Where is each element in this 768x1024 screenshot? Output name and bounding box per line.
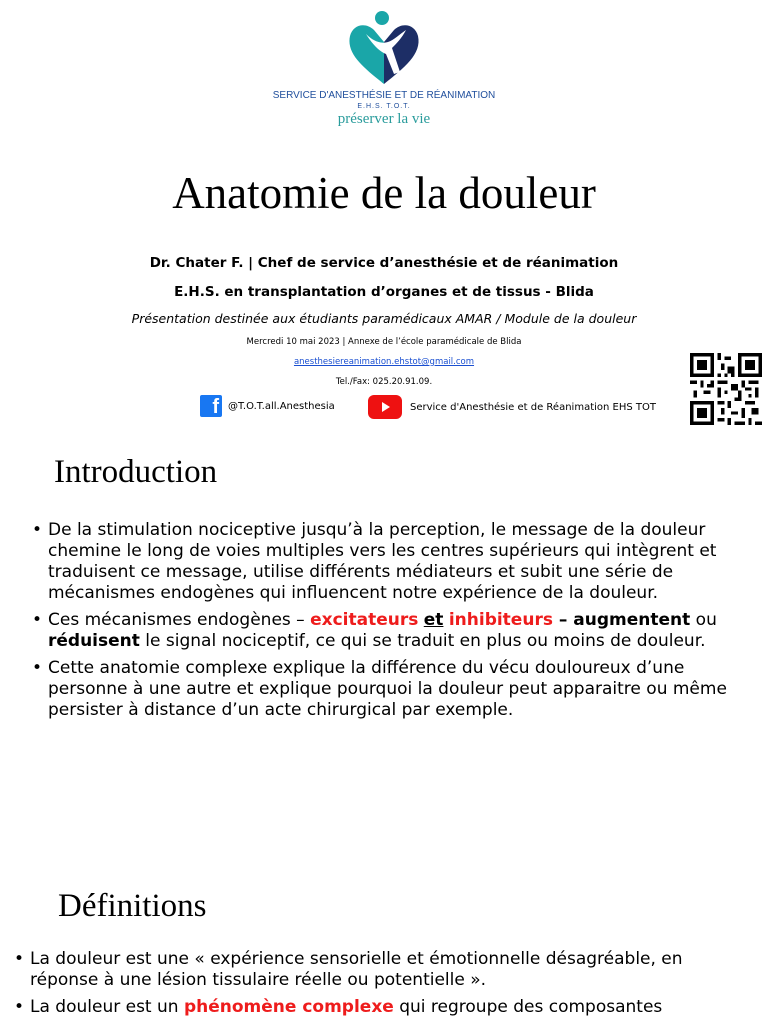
facebook-icon: f (200, 395, 222, 417)
youtube-label: Service d'Anesthésie et de Réanimation EHS TOT (410, 401, 656, 413)
heart-figure-logo-icon (344, 8, 424, 88)
definitions-heading: Définitions (58, 888, 207, 924)
definition-bullet-2: • La douleur est un phénomène complexe qui regroupe des composantes (14, 997, 754, 1018)
facebook-handle[interactable] (200, 395, 335, 417)
introduction-heading: Introduction (54, 454, 218, 490)
phone-line: Tel./Fax: 025.20.91.09. (335, 377, 433, 387)
logo-service-name: SERVICE D'ANESTHÉSIE ET DE RÉANIMATION (272, 90, 496, 101)
service-logo (272, 8, 496, 130)
youtube-icon (368, 395, 402, 419)
inhibiteurs-term: inhibiteurs (448, 610, 553, 630)
youtube-channel[interactable] (368, 395, 656, 419)
excitateurs-term: excitateurs (310, 610, 419, 630)
author-line: Dr. Chater F. | Chef de service d’anesthésie et de réanimation (149, 255, 619, 271)
facebook-label: @T.O.T.all.Anesthesia (228, 400, 335, 412)
intro-bullet-1: • De la stimulation nociceptive jusqu’à la perception, le message de la douleur chemine le long de voies multiples vers les centres supérieurs qui intègrent et traduisent ce message, utilise différents médiateurs et subit une série de mécanismes endogènes qui influencent notre expérience de la douleur. (32, 520, 758, 604)
introduction-list (32, 520, 758, 727)
logo-motto: préserver la vie (337, 111, 431, 127)
document-title: Anatomie de la douleur (172, 168, 596, 218)
et-conjunction: et (423, 610, 444, 630)
logo-hospital-acronym: E.H.S. T.O.T. (357, 103, 411, 110)
email-link[interactable]: anesthesiereanimation.ehstot@gmail.com (293, 357, 475, 367)
intro-bullet-3: • Cette anatomie complexe explique la différence du vécu douloureux d’une personne à une autre et explique pourquoi la douleur peut apparaitre ou même persister à distance d’un acte chirurgical par exemple. (32, 658, 758, 721)
augmentent-term: augmentent (573, 610, 691, 630)
qr-code-icon[interactable] (690, 352, 762, 426)
institution-line: E.H.S. en transplantation d’organes et de tissus - Blida (174, 284, 594, 300)
intro-bullet-2: • Ces mécanismes endogènes – excitateurs et inhibiteurs – augmentent ou réduisent le signal nociceptif, ce qui se traduit en plus ou moins de douleur. (32, 610, 758, 652)
presentation-line: Présentation destinée aux étudiants paramédicaux AMAR / Module de la douleur (131, 311, 637, 326)
date-line: Mercredi 10 mai 2023 | Annexe de l’école paramédicale de Blida (246, 337, 522, 347)
reduisent-term: réduisent (48, 631, 140, 651)
phenomene-complexe-term: phénomène complexe (183, 997, 394, 1017)
definition-bullet-1: • La douleur est une « expérience sensorielle et émotionnelle désagréable, en réponse à une lésion tissulaire réelle ou potentielle ». (14, 949, 754, 991)
definitions-list (14, 949, 754, 1024)
